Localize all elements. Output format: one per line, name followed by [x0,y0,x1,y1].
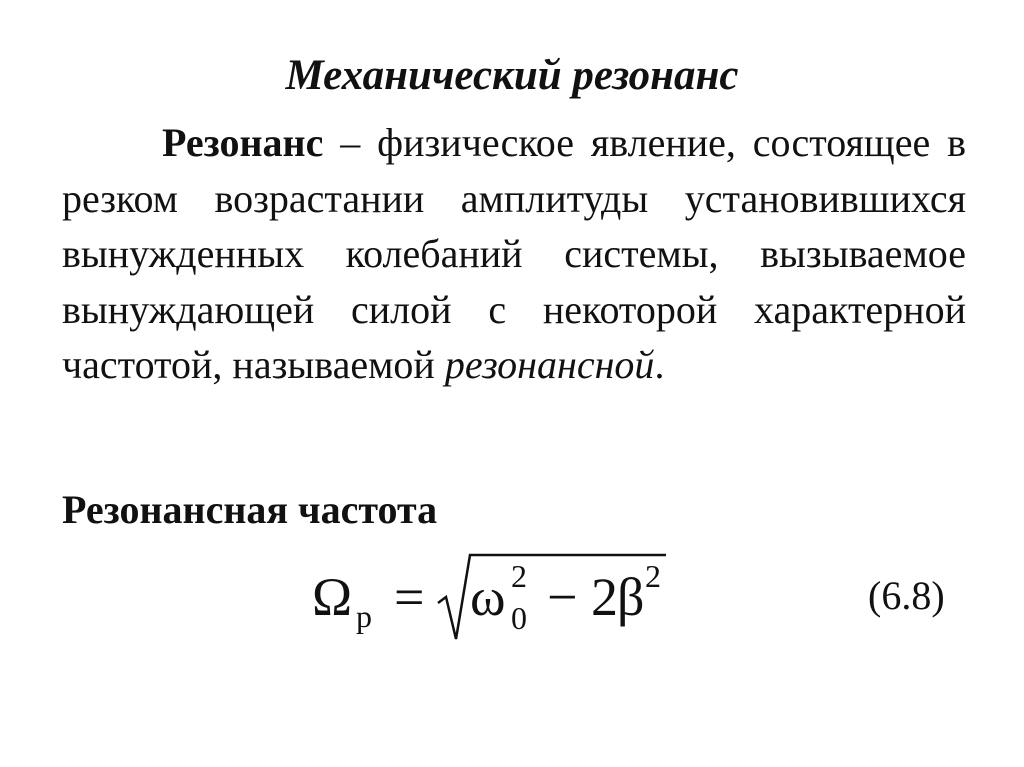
formula-beta-superscript: 2 [645,558,661,594]
formula-beta: β [617,567,645,627]
formula-omega-subscript: 0 [511,600,527,636]
formula-lhs-subscript: р [356,598,372,634]
definition-paragraph [62,115,966,393]
section-title: Резонансная частота [62,487,438,532]
definition-text: – физическое явление, состоящее в резком возрастании амплитуды установившихся вынужденных колебаний системы, вызываемое вынуждающей силой с некоторой характерной частотой, называемой [62,120,966,387]
definition-emphasis: резонансной [444,342,655,387]
equation-number: (6.8) [868,573,945,618]
formula-equals: = [394,567,425,627]
formula-minus: − [547,567,578,627]
definition-end: . [654,342,665,387]
formula-lhs-symbol: Ω [312,567,353,627]
formula-coefficient: 2 [591,567,618,627]
definition-term: Резонанс [162,120,324,165]
slide-title: Механический резонанс [285,52,739,99]
formula-omega-superscript: 2 [511,558,527,594]
formula-omega: ω [470,567,506,627]
